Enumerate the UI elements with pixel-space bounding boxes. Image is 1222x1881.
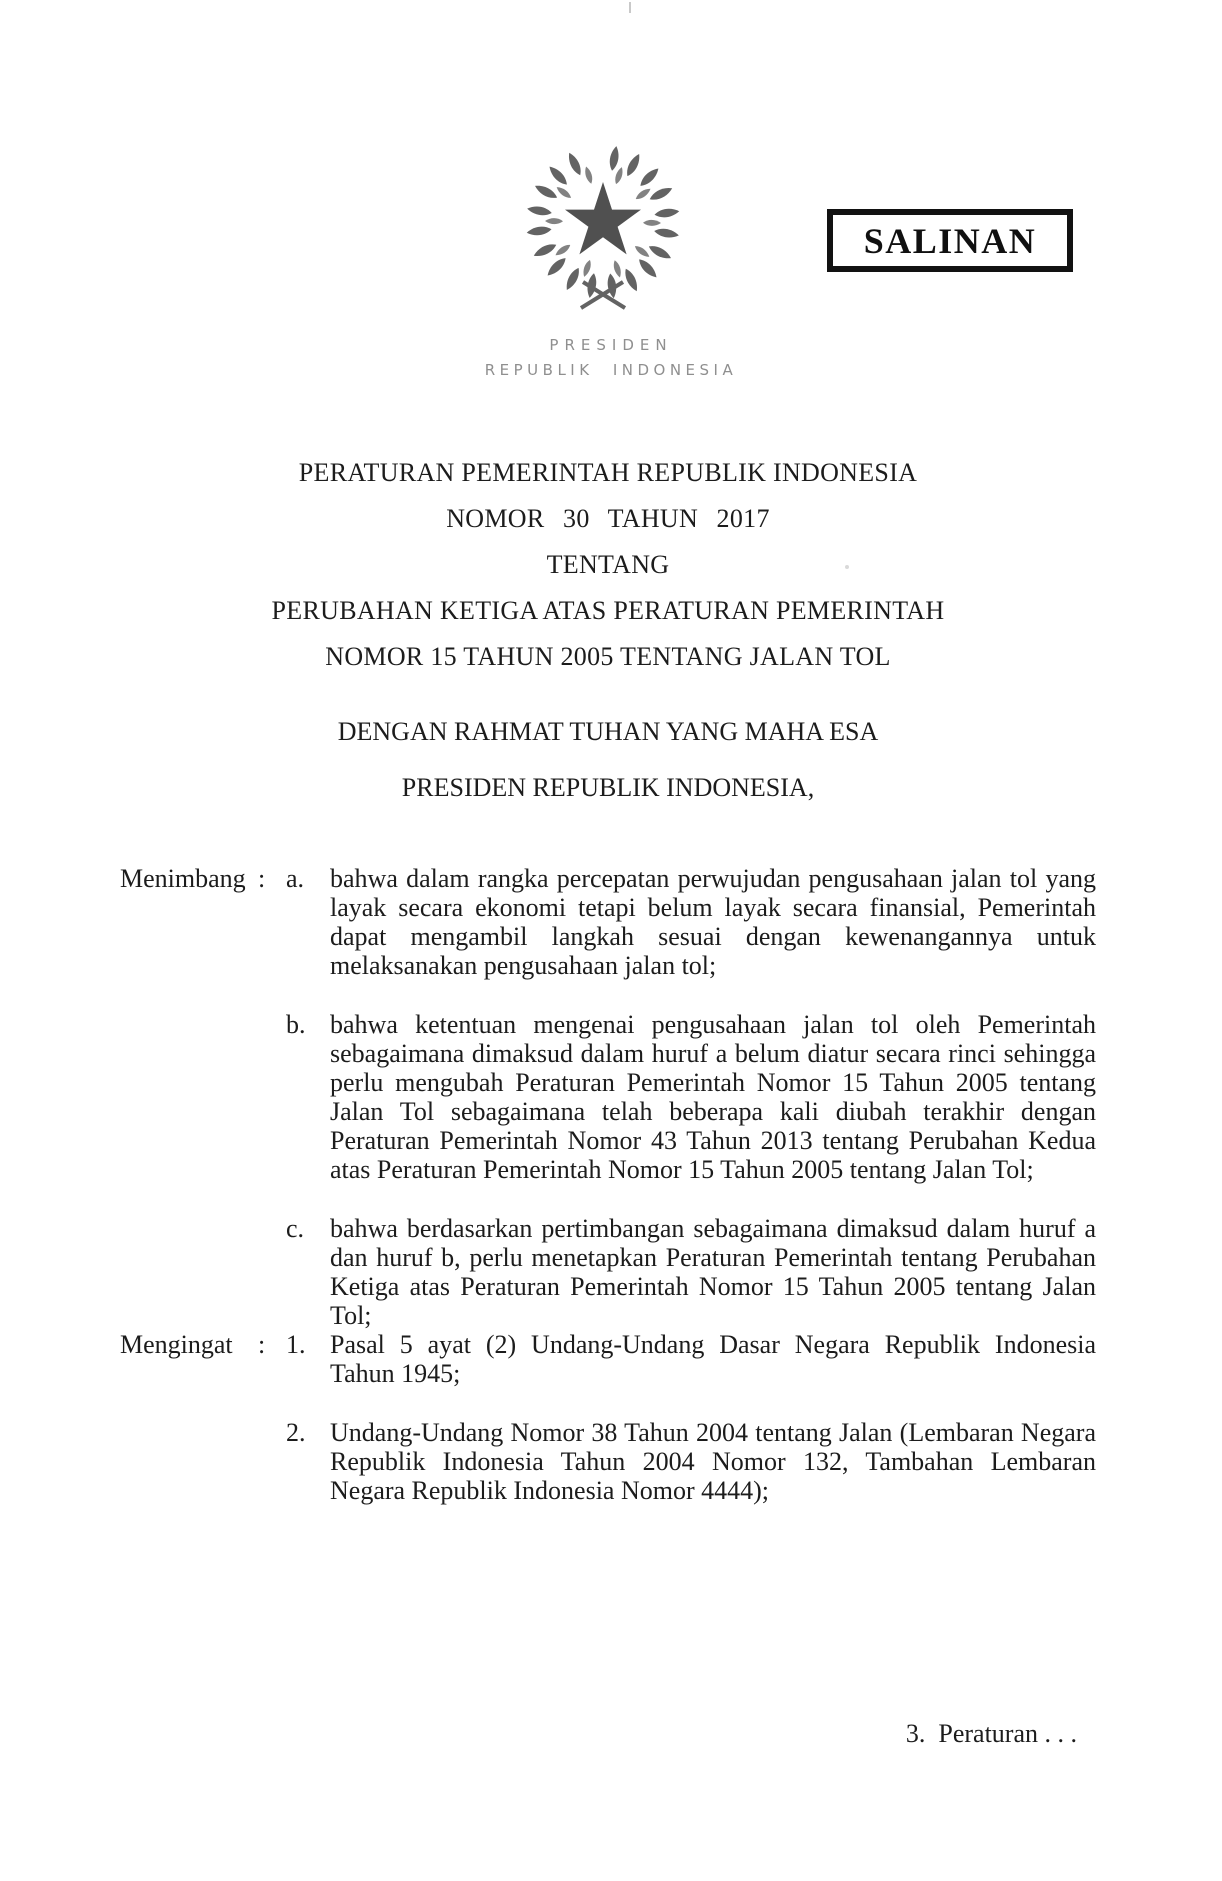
item-text: bahwa berdasarkan pertimbangan sebagaimana dimaksud dalam huruf a dan huruf b, perlu menetapkan Peraturan Pemerintah tentang Perubahan Ketiga atas Peraturan Pemerintah Nomor 15 Tahun 2005 tentang Jalan Tol;	[330, 1214, 1096, 1330]
document-body	[120, 450, 1096, 1505]
title-line-4: PERUBAHAN KETIGA ATAS PERATURAN PEMERINTAH	[271, 596, 945, 625]
letterhead-republik-indonesia: REPUBLIK INDONESIA	[484, 361, 738, 379]
emblem-star	[565, 182, 641, 254]
title-line-2: NOMOR 30 TAHUN 2017	[446, 504, 770, 533]
considering-section	[120, 864, 1096, 1330]
recalling-item-2	[120, 1418, 1096, 1505]
page-catchword: 3. Peraturan . . .	[905, 1719, 1077, 1748]
item-marker: c.	[286, 1214, 305, 1243]
considering-item-c	[120, 1214, 1096, 1330]
title-line-5: NOMOR 15 TAHUN 2005 TENTANG JALAN TOL	[325, 642, 891, 671]
national-emblem-logo	[503, 122, 703, 322]
title-line-3: TENTANG	[546, 550, 670, 579]
recalling-item-1	[120, 1330, 1096, 1388]
item-text: Undang-Undang Nomor 38 Tahun 2004 tentang Jalan (Lembaran Negara Republik Indonesia Tahun 2004 Nomor 132, Tambahan Lembaran Negara Republik Indonesia Nomor 4444);	[330, 1418, 1096, 1505]
authority-line: PRESIDEN REPUBLIK INDONESIA,	[401, 773, 815, 802]
letterhead-presiden: PRESIDEN	[549, 336, 673, 354]
letterhead	[0, 336, 1222, 379]
recalling-section	[120, 1330, 1096, 1505]
recalling-label: Mengingat	[120, 1330, 233, 1359]
item-text: bahwa ketentuan mengenai pengusahaan jalan tol oleh Pemerintah sebagaimana dimaksud dalam huruf a belum diatur secara rinci sehingga perlu mengubah Peraturan Pemerintah Nomor 15 Tahun 2005 tentang Jalan Tol sebagaimana telah beberapa kali diubah terakhir dengan Peraturan Pemerintah Nomor 43 Tahun 2013 tentang Perubahan Kedua atas Peraturan Pemerintah Nomor 15 Tahun 2005 tentang Jalan Tol;	[330, 1010, 1096, 1184]
item-marker: 2.	[286, 1418, 306, 1447]
document-title	[120, 450, 1096, 680]
item-text: Pasal 5 ayat (2) Undang-Undang Dasar Negara Republik Indonesia Tahun 1945;	[330, 1330, 1096, 1388]
item-marker: 1.	[286, 1330, 306, 1359]
emblem-stems	[581, 282, 625, 308]
item-text: bahwa dalam rangka percepatan perwujudan pengusahaan jalan tol yang layak secara ekonomi tetapi belum layak secara finansial, Pemerintah dapat mengambil langkah sesuai dengan kewenangannya untuk melaksanakan pengusahaan jalan tol;	[330, 864, 1096, 980]
item-marker: b.	[286, 1010, 306, 1039]
considering-colon: :	[258, 864, 266, 893]
salinan-stamp: SALINAN	[827, 209, 1073, 272]
invocation-line: DENGAN RAHMAT TUHAN YANG MAHA ESA	[337, 717, 879, 746]
scan-artifact	[629, 2, 631, 13]
considering-item-a	[120, 864, 1096, 980]
item-marker: a.	[286, 864, 305, 893]
considering-label: Menimbang	[120, 864, 246, 893]
considering-item-b	[120, 1010, 1096, 1184]
recalling-colon: :	[258, 1330, 266, 1359]
title-line-1: PERATURAN PEMERINTAH REPUBLIK INDONESIA	[298, 458, 918, 487]
